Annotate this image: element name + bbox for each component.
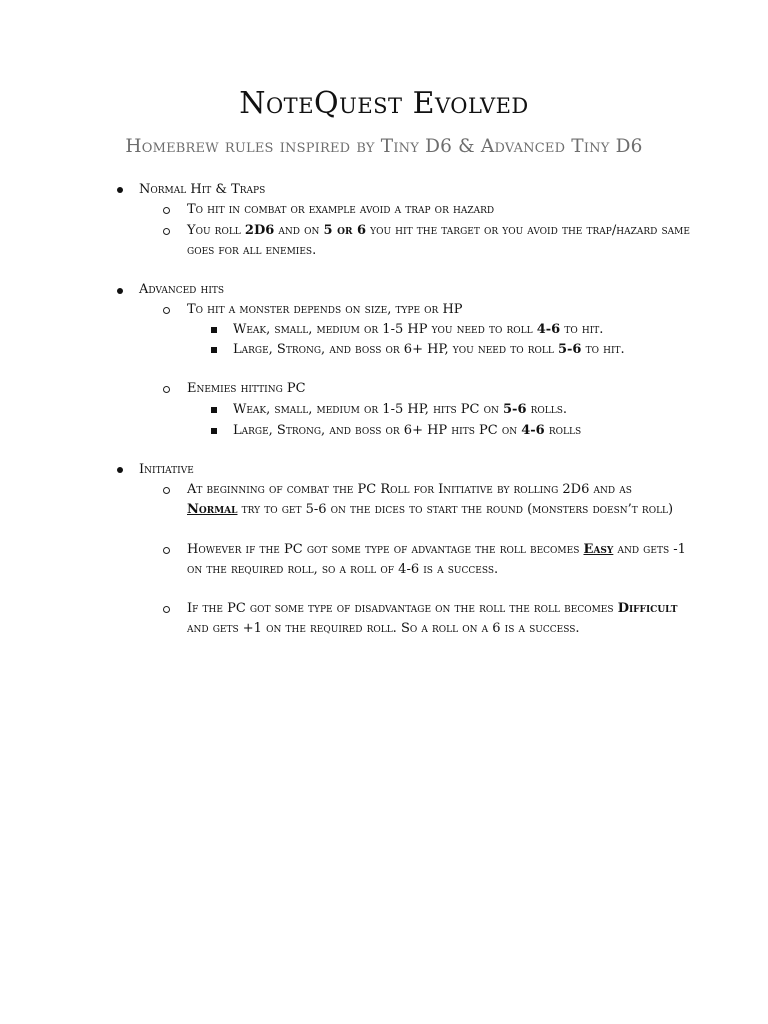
bullet-square-icon [211,347,217,353]
bullet-square-icon [211,428,217,434]
list-item: However if the PC got some type of advantage the roll becomes Easy and gets -1 [187,542,686,557]
bullet-circle-icon [163,487,170,494]
list-item: To hit a monster depends on size, type or HP [187,302,463,317]
list-item: Weak, small, medium or 1-5 HP you need to roll 4-6 to hit. [233,322,604,337]
bullet-circle-icon [163,547,170,554]
section-heading-initiative: Initiative [139,462,194,477]
section-heading-advanced: Advanced hits [139,282,225,297]
bullet-circle-icon [163,307,170,314]
document-subtitle: Homebrew rules inspired by Tiny D6 & Advanced Tiny D6 [125,136,643,157]
list-item-continuation: goes for all enemies. [187,243,317,258]
bullet-circle-icon [163,228,170,235]
list-item: Large, Strong, and boss or 6+ HP, you need to roll 5-6 to hit. [233,342,625,357]
bullet-circle-icon [163,386,170,393]
bullet-square-icon [211,327,217,333]
list-item: Weak, small, medium or 1-5 HP, hits PC on 5-6 rolls. [233,402,568,417]
list-item-continuation: Normal try to get 5-6 on the dices to start the round (monsters doesn’t roll) [187,502,674,517]
bullet-dot-icon [117,288,123,294]
list-item: If the PC got some type of disadvantage on the roll the roll becomes Difficult [187,601,678,616]
list-item: Enemies hitting PC [187,381,306,396]
bullet-circle-icon [163,606,170,613]
document-title: NoteQuest Evolved [239,86,529,121]
list-item: At beginning of combat the PC Roll for Initiative by rolling 2D6 and as [187,482,632,497]
bullet-dot-icon [117,187,123,193]
list-item-continuation: on the required roll, so a roll of 4-6 is a success. [187,562,499,577]
list-item: To hit in combat or example avoid a trap or hazard [187,202,495,217]
list-item-continuation: and gets +1 on the required roll. So a roll on a 6 is a success. [187,621,580,636]
section-heading-normal: Normal Hit & Traps [139,182,266,197]
list-item: You roll 2D6 and on 5 or 6 you hit the target or you avoid the trap/hazard same [187,223,690,238]
bullet-circle-icon [163,207,170,214]
bullet-square-icon [211,407,217,413]
bullet-dot-icon [117,467,123,473]
list-item: Large, Strong, and boss or 6+ HP hits PC on 4-6 rolls [233,423,582,438]
